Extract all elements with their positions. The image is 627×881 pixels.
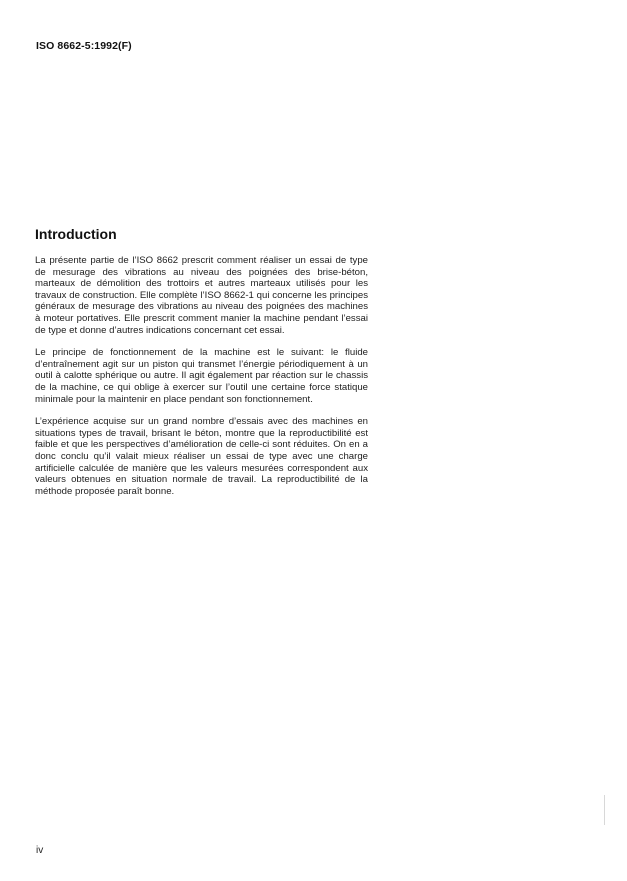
scan-edge-mark [604,795,605,825]
paragraph-experience: L’expérience acquise sur un grand nombre d’essais avec des machines en situations types de travail, brisant le béton, montre que la reproductibilité est faible et que les perspectives d’amélioration de celle-ci sont réduites. On en a donc conclu qu’il valait mieux réaliser un essai de type avec une charge artificielle calculée de manière que les valeurs mesurées correspondent aux valeurs obtenues en situation normale de travail. La reproductibilité de la méthode proposée paraît bonne. [35,416,368,497]
introduction-body [35,255,368,508]
paragraph-scope: La présente partie de l’ISO 8662 prescrit comment réaliser un essai de type de mesurage des vibrations au niveau des poignées des brise-béton, marteaux de démolition des trottoirs et autres marteaux utilisés pour les travaux de construction. Elle complète l’ISO 8662-1 qui concerne les principes généraux de mesurage des vibrations au niveau des poignées des machines à moteur portatives. Elle prescrit comment manier la machine pendant l’essai de type et donne d’autres indications concernant cet essai. [35,255,368,336]
section-title-introduction: Introduction [35,226,117,242]
page-number: iv [36,845,44,856]
document-header-id: ISO 8662-5:1992(F) [36,40,132,52]
paragraph-principle: Le principe de fonctionnement de la machine est le suivant: le fluide d’entraînement agit sur un piston qui transmet l’énergie périodiquement à un outil à calotte sphérique ou autre. Il agit également par réaction sur le chassis de la machine, ce qui oblige à exercer sur l’outil une certaine force statique minimale pour la maintenir en place pendant son fonctionnement. [35,347,368,405]
